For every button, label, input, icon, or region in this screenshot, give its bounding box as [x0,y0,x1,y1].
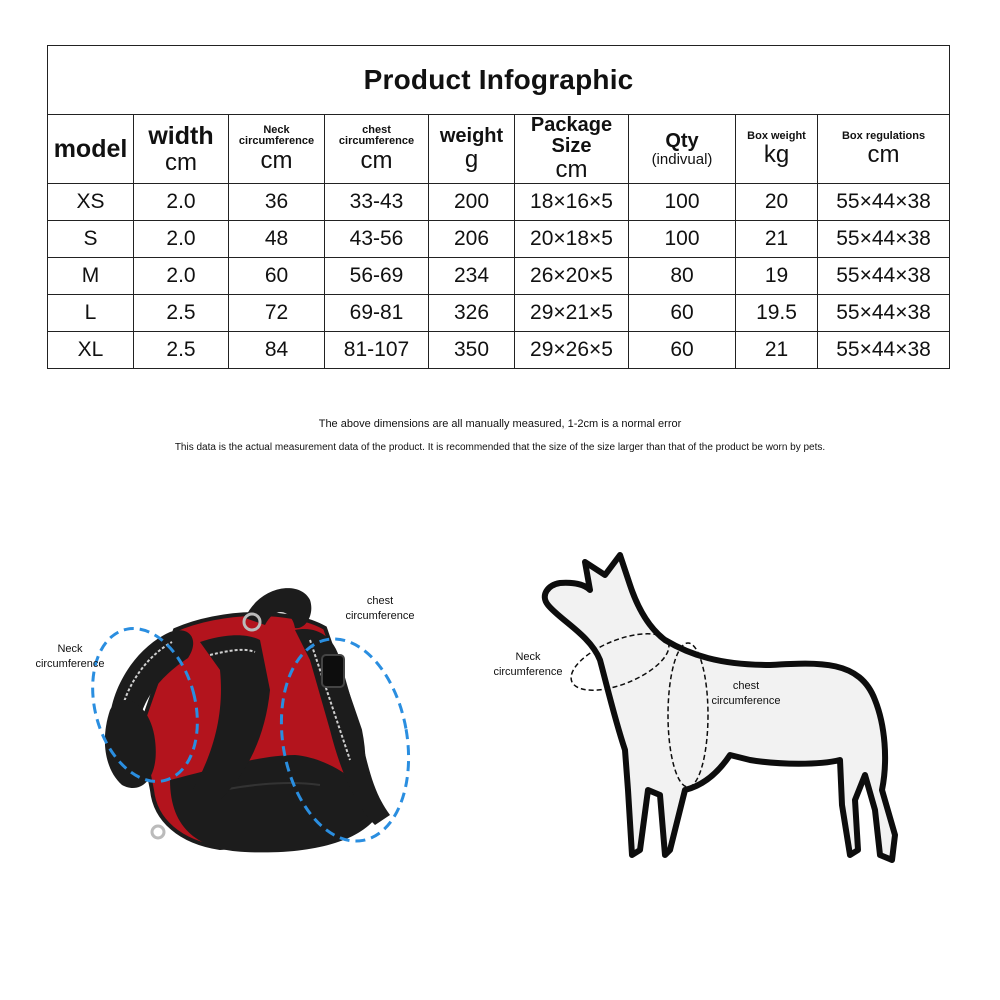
cell-chest: 69-81 [325,295,429,332]
cell-package: 29×21×5 [515,295,629,332]
cell-neck: 60 [229,258,325,295]
cell-chest: 81-107 [325,332,429,369]
cell-box-weight: 19 [736,258,818,295]
cell-model: S [48,221,134,258]
measurement-note: The above dimensions are all manually measured, 1-2cm is a normal error [318,418,682,430]
cell-box-regulations: 55×44×38 [818,295,950,332]
header-weight: weight g [429,115,515,184]
header-neck: Neck circumference cm [229,115,325,184]
cell-package: 20×18×5 [515,221,629,258]
cell-box-weight: 21 [736,332,818,369]
cell-package: 26×20×5 [515,258,629,295]
cell-chest: 56-69 [325,258,429,295]
header-row [48,115,950,184]
dog-neck-label: Neck circumference [493,651,563,679]
cell-qty: 60 [629,295,736,332]
table-row [48,184,950,221]
size-table [47,45,950,369]
cell-package: 29×26×5 [515,332,629,369]
cell-model: L [48,295,134,332]
table-row [48,258,950,295]
table-row [48,221,950,258]
cell-weight: 326 [429,295,515,332]
cell-weight: 200 [429,184,515,221]
cell-model: XL [48,332,134,369]
table-title: Product Infographic [48,46,950,115]
harness-neck-label: Neck circumference [35,643,105,671]
header-box-regulations: Box regulations cm [818,115,950,184]
cell-box-weight: 19.5 [736,295,818,332]
cell-model: M [48,258,134,295]
cell-width: 2.5 [134,295,229,332]
cell-package: 18×16×5 [515,184,629,221]
cell-width: 2.0 [134,221,229,258]
cell-weight: 206 [429,221,515,258]
cell-neck: 48 [229,221,325,258]
cell-neck: 84 [229,332,325,369]
cell-neck: 36 [229,184,325,221]
header-chest: chest circumference cm [325,115,429,184]
header-box-weight: Box weight kg [736,115,818,184]
cell-box-weight: 21 [736,221,818,258]
table-row [48,295,950,332]
cell-chest: 33-43 [325,184,429,221]
header-model: model [48,115,134,184]
cell-weight: 350 [429,332,515,369]
harness-chest-label: chest circumference [345,595,415,623]
cell-qty: 80 [629,258,736,295]
dog-diagram [520,550,940,895]
cell-weight: 234 [429,258,515,295]
header-width: width cm [134,115,229,184]
cell-chest: 43-56 [325,221,429,258]
cell-box-weight: 20 [736,184,818,221]
cell-box-regulations: 55×44×38 [818,221,950,258]
cell-neck: 72 [229,295,325,332]
cell-width: 2.0 [134,258,229,295]
cell-qty: 100 [629,184,736,221]
cell-width: 2.5 [134,332,229,369]
size-advice-note: This data is the actual measurement data of the product. It is recommended that the size of the size larger than that of the product be worn by pets. [174,442,826,453]
header-qty: Qty (indivual) [629,115,736,184]
cell-model: XS [48,184,134,221]
cell-qty: 100 [629,221,736,258]
cell-box-regulations: 55×44×38 [818,332,950,369]
cell-qty: 60 [629,332,736,369]
cell-width: 2.0 [134,184,229,221]
cell-box-regulations: 55×44×38 [818,184,950,221]
header-package: Package Size cm [515,115,629,184]
cell-box-regulations: 55×44×38 [818,258,950,295]
dog-chest-label: chest circumference [711,680,781,708]
table-row [48,332,950,369]
